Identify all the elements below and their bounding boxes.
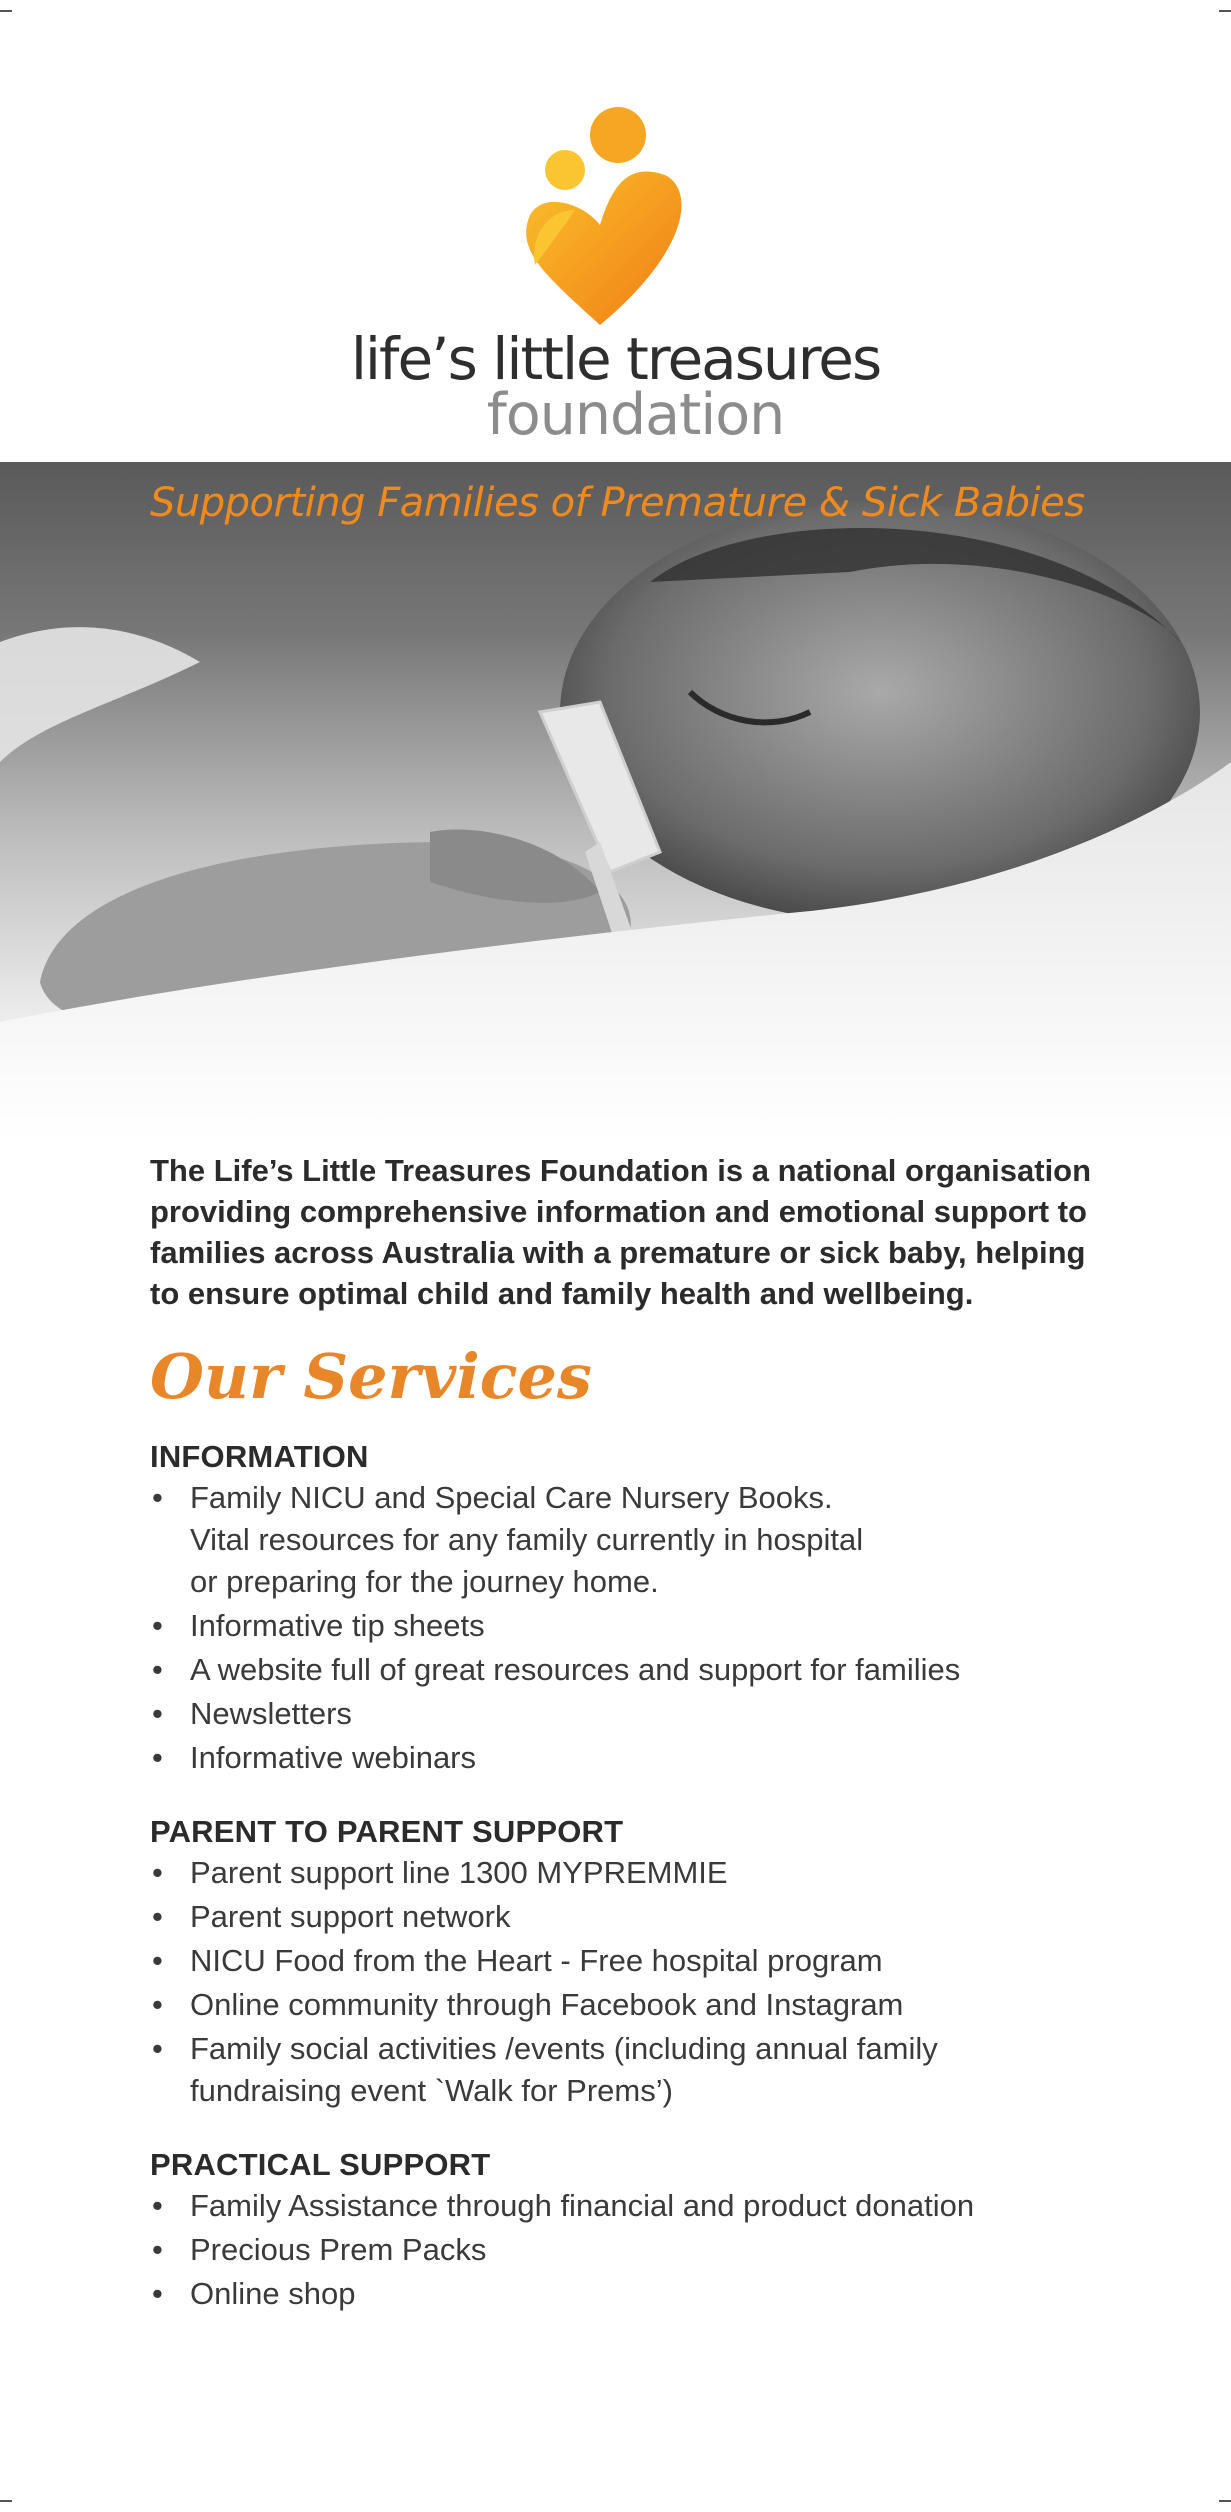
bullet: •: [152, 1899, 163, 1934]
list-item-text: Online shop: [190, 2276, 356, 2311]
list-item: [150, 1605, 1110, 1647]
list-item: [150, 1649, 1110, 1691]
list-item-subtext: or preparing for the journey home.: [190, 1564, 659, 1599]
service-list: [150, 2185, 1110, 2315]
logo-wordmark-line2: foundation: [486, 382, 785, 448]
crop-mark-bottom-left: [0, 2500, 12, 2502]
intro-paragraph: The Life’s Little Treasures Foundation is a national organisation providing comprehensive information and emotional support to families across Australia with a premature or sick baby, helping to ensure optimal child and family health and wellbeing.: [150, 1153, 1092, 1311]
section-practical-support: [150, 2145, 1110, 2317]
list-item-text: Informative webinars: [190, 1740, 477, 1775]
bullet: •: [152, 1740, 163, 1775]
list-item-text: Parent support network: [190, 1899, 511, 1934]
list-item-text: Precious Prem Packs: [190, 2232, 487, 2267]
list-item-text: Family social activities /events (including annual family: [190, 2031, 938, 2066]
list-item-text: Parent support line 1300 MYPREMMIE: [190, 1855, 728, 1890]
foundation-logo: [0, 0, 1231, 460]
logo-wordmark-line1: life’s little treasures: [350, 325, 881, 393]
bullet: •: [152, 1855, 163, 1890]
list-item: [150, 1477, 1110, 1603]
section-information: [150, 1437, 1110, 1781]
bullet: •: [152, 1696, 163, 1731]
list-item-text: NICU Food from the Heart - Free hospital program: [190, 1943, 883, 1978]
premature-baby-photo: [0, 462, 1231, 1142]
tagline: Supporting Families of Premature & Sick Babies: [150, 480, 1085, 526]
list-item: [150, 1693, 1110, 1735]
bullet: •: [152, 1608, 163, 1643]
list-item-text: Informative tip sheets: [190, 1608, 485, 1643]
list-item: [150, 1852, 1110, 1894]
list-item-text: Family NICU and Special Care Nursery Books.: [190, 1480, 833, 1515]
list-item: [150, 2185, 1110, 2227]
bullet: •: [152, 1987, 163, 2022]
bullet: •: [152, 2276, 163, 2311]
bullet: •: [152, 2232, 163, 2267]
bullet: •: [152, 1943, 163, 1978]
bullet: •: [152, 1652, 163, 1687]
list-item: [150, 1737, 1110, 1779]
list-item: [150, 1984, 1110, 2026]
section-heading: INFORMATION: [150, 1439, 369, 1474]
section-parent-support: [150, 1812, 1110, 2114]
bullet: •: [152, 1480, 163, 1515]
list-item: [150, 1896, 1110, 1938]
services-title: Our Services: [150, 1340, 592, 1413]
service-list: [150, 1477, 1110, 1779]
list-item-text: Online community through Facebook and Instagram: [190, 1987, 904, 2022]
list-item: [150, 2028, 1110, 2112]
list-item: [150, 2229, 1110, 2271]
bullet: •: [152, 2031, 163, 2066]
section-heading: PRACTICAL SUPPORT: [150, 2147, 491, 2182]
crop-mark-bottom-right: [1219, 2500, 1231, 2502]
service-list: [150, 1852, 1110, 2112]
list-item-subtext: fundraising event `Walk for Prems’): [190, 2073, 673, 2108]
list-item-text: Newsletters: [190, 1696, 352, 1731]
section-heading: PARENT TO PARENT SUPPORT: [150, 1814, 624, 1849]
list-item-text: A website full of great resources and support for families: [190, 1652, 961, 1687]
list-item: [150, 1940, 1110, 1982]
bullet: •: [152, 2188, 163, 2223]
list-item-text: Family Assistance through financial and product donation: [190, 2188, 975, 2223]
list-item-subtext: Vital resources for any family currently in hospital: [190, 1522, 864, 1557]
list-item: [150, 2273, 1110, 2315]
family-heart-logo-icon: [505, 100, 695, 330]
